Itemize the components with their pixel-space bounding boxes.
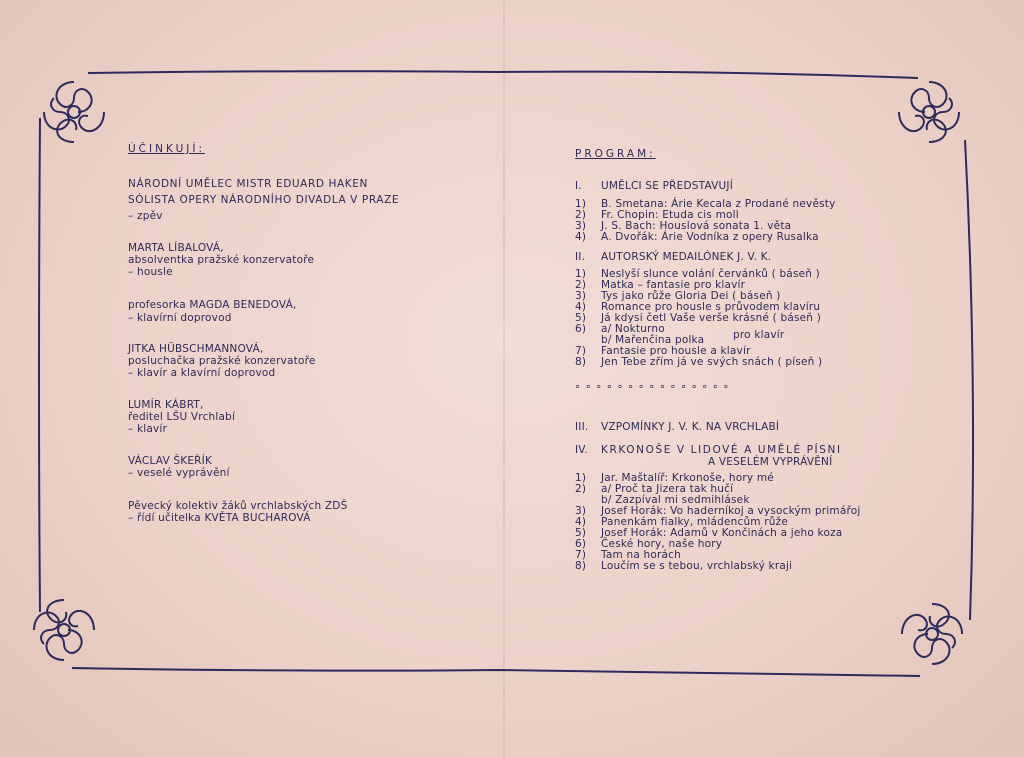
performer-name: VÁCLAV ŠKEŘÍK (128, 455, 213, 467)
item-text: Já kdysi četl Vaše verše krásné ( báseň ) (601, 312, 821, 324)
item-number: 6) (575, 323, 587, 335)
item-number: 3) (575, 220, 587, 232)
item-text: J. S. Bach: Houslová sonata 1. věta (601, 220, 792, 232)
list-item (575, 356, 822, 369)
performer-role: – klavír a klavírní doprovod (128, 367, 276, 379)
item-number: 5) (575, 312, 587, 324)
performer-name: MARTA LÍBALOVÁ, (128, 242, 224, 254)
performer-name: LUMÍR KÁBRT, (128, 399, 204, 411)
section-title (575, 251, 771, 264)
performer-name: Pěvecký kolektiv žáků vrchlabských ZDŠ (128, 500, 348, 512)
dot-divider: ° ° ° ° ° ° ° ° ° ° ° ° ° ° ° (575, 384, 730, 396)
item-number: 2) (575, 483, 587, 495)
section-numeral: IV. (575, 444, 588, 456)
item-text: A. Dvořák: Árie Vodníka z opery Rusalka (601, 231, 819, 243)
item-text: Jar. Maštalíř: Krkonoše, hory mé (601, 472, 774, 484)
section-numeral: III. (575, 421, 589, 433)
item-text: Josef Horák: Adamů v Končinách a jeho koza (601, 527, 843, 539)
section-numeral: II. (575, 251, 586, 263)
performer-name: NÁRODNÍ UMĚLEC MISTR EDUARD HAKEN (128, 178, 368, 190)
list-item (575, 231, 819, 244)
section-numeral: I. (575, 180, 582, 192)
item-text: Panenkám fialky, mládencům růže (601, 516, 789, 528)
item-text: B. Smetana: Árie Kecala z Prodané nevěsty (601, 198, 836, 210)
item-text: Tam na horách (601, 549, 681, 561)
section-title-text: KRKONOŠE V LIDOVÉ A UMĚLÉ PÍSNI (601, 444, 842, 456)
performers-heading: ÚČINKUJÍ: (128, 143, 205, 155)
item-text: a/ Proč ta Jizera tak hučí (601, 483, 734, 495)
list-item (575, 560, 792, 573)
item-text: Romance pro housle s průvodem klavíru (601, 301, 821, 313)
ornament-bottom-left-icon (28, 594, 100, 666)
section-title-text: AUTORSKÝ MEDAILÓNEK J. V. K. (601, 251, 772, 263)
section-title-text: VZPOMÍNKY J. V. K. NA VRCHLABÍ (601, 421, 780, 433)
item-number: 3) (575, 290, 587, 302)
pro-klavir-note: pro klavír (733, 329, 785, 341)
section-title-text: UMĚLCI SE PŘEDSTAVUJÍ (601, 180, 734, 192)
item-text: Neslyší slunce volání červánků ( báseň ) (601, 268, 820, 280)
item-text: Loučím se s tebou, vrchlabský kraji (601, 560, 793, 572)
item-number: 2) (575, 209, 587, 221)
performer-role: – řídí učitelka KVĚTA BUCHAROVÁ (128, 512, 311, 524)
item-text: Matka – fantasie pro klavír (601, 279, 746, 291)
performer-role: – zpěv (128, 210, 163, 222)
program-heading: PROGRAM: (575, 148, 656, 160)
performer-name: profesorka MAGDA BENEDOVÁ, (128, 299, 297, 311)
performer-name: JITKA HÜBSCHMANNOVÁ, (128, 343, 264, 355)
section-title (575, 421, 779, 434)
ornament-top-left-icon (38, 76, 110, 148)
item-text: Josef Horák: Vo haderníkoj a vysockým primářoj (601, 505, 861, 517)
item-number: 1) (575, 472, 587, 484)
item-number: 5) (575, 527, 587, 539)
performer-desc: posluchačka pražské konzervatoře (128, 355, 316, 367)
item-number: 6) (575, 538, 587, 550)
item-number: 2) (575, 279, 587, 291)
item-text: Fr. Chopin: Etuda cis moll (601, 209, 739, 221)
performer-role: – veselé vyprávění (128, 467, 230, 479)
item-number: 8) (575, 356, 587, 368)
ornament-bottom-right-icon (896, 598, 968, 670)
performer-desc: SÓLISTA OPERY NÁRODNÍHO DIVADLA V PRAZE (128, 194, 400, 206)
item-text: b/ Mařenčina polka (601, 334, 705, 346)
performer-desc: absolventka pražské konzervatoře (128, 254, 315, 266)
item-text: Jen Tebe zřím já ve svých snách ( píseň ) (601, 356, 823, 368)
item-number: 4) (575, 231, 587, 243)
performer-role: – klavír (128, 423, 168, 435)
item-number: 7) (575, 345, 587, 357)
item-number: 3) (575, 505, 587, 517)
item-number: 4) (575, 516, 587, 528)
item-text: a/ Nokturno (601, 323, 665, 335)
item-text: Tys jako růže Gloria Dei ( báseň ) (601, 290, 781, 302)
item-number: 1) (575, 198, 587, 210)
ornament-top-right-icon (893, 76, 965, 148)
item-text: České hory, naše hory (601, 538, 723, 550)
performer-desc: ředitel LŠU Vrchlabí (128, 411, 236, 423)
section-title (575, 180, 733, 193)
item-text: Fantasie pro housle a klavír (601, 345, 751, 357)
performer-role: – housle (128, 266, 173, 278)
performer-role: – klavírní doprovod (128, 312, 232, 324)
section-title-line2: A VESELÉM VYPRÁVĚNÍ (708, 456, 833, 468)
item-number: 7) (575, 549, 587, 561)
item-number: 4) (575, 301, 587, 313)
item-text: b/ Zazpíval mi sedmihlásek (601, 494, 750, 506)
item-number: 1) (575, 268, 587, 280)
item-number: 8) (575, 560, 587, 572)
